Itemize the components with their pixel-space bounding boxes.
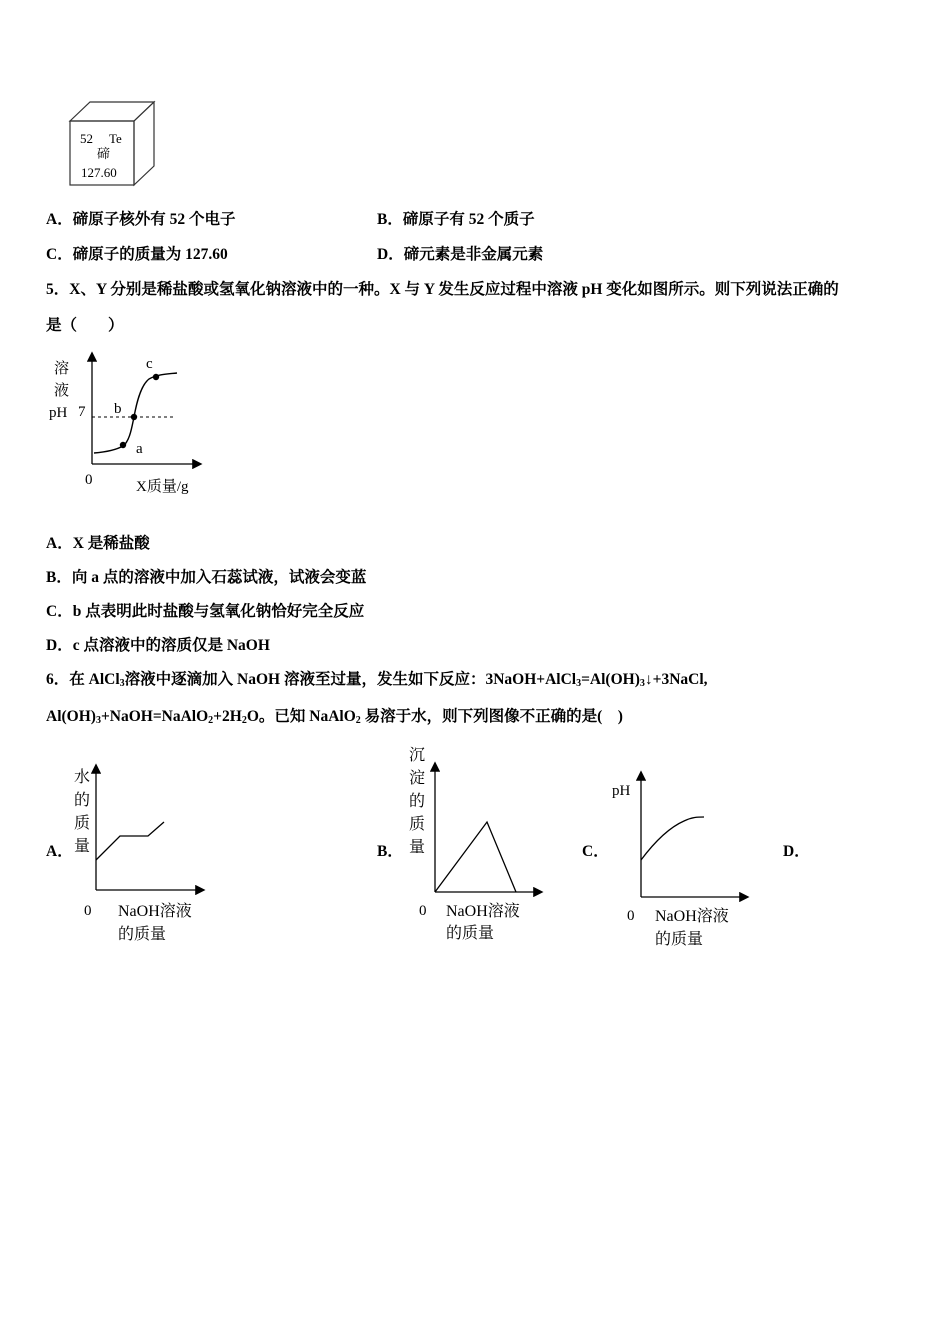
element-name: 碲 — [97, 146, 111, 161]
q6a-ylabel-3: 质 — [74, 815, 91, 832]
q5-option-a: A．X 是稀盐酸 — [46, 535, 150, 552]
q6-graph-c — [608, 764, 758, 954]
q5-point-a-label: a — [136, 441, 143, 457]
q5-option-c: C．b 点表明此时盐酸与氢氧化钠恰好完全反应 — [46, 603, 365, 620]
q6-l1-sub2: 3 — [576, 678, 582, 689]
q6-l2-sub4: 2 — [355, 715, 361, 726]
q5-option-d: D．c 点溶液中的溶质仅是 NaOH — [46, 637, 270, 654]
q6-stem-line2 — [46, 707, 623, 727]
q6-l2-sub3: 2 — [241, 715, 247, 726]
q6-l1-mid: 溶液中逐滴加入 NaOH 溶液至过量，发生如下反应：3NaOH+AlCl — [124, 671, 577, 688]
q6-l2-p1: Al(OH) — [46, 708, 96, 725]
q6a-xlabel-2: 的质量 — [118, 926, 167, 943]
q5-ph-graph — [44, 346, 214, 496]
q5-ylabel-2: 液 — [54, 383, 70, 399]
q6-l1-sub1: 3 — [119, 678, 125, 689]
q6b-ylabel-4: 质 — [409, 816, 426, 833]
q5-point-c-label: c — [146, 356, 153, 372]
q5-y-tick-7: 7 — [78, 404, 86, 420]
q6-l2-p5: 易溶于水，则下列图像不正确的是( ) — [360, 708, 623, 725]
q6b-ylabel-3: 的 — [409, 793, 426, 810]
q6-option-d-label: D． — [783, 843, 810, 860]
q6-graph-b — [400, 742, 550, 944]
q4-option-b: B．碲原子有 52 个质子 — [377, 211, 535, 228]
q5-ylabel-1: 溶 — [54, 361, 70, 377]
q6b-xlabel-2: 的质量 — [446, 925, 495, 942]
q6c-xlabel-2: 的质量 — [655, 931, 704, 948]
q6b-xlabel-1: NaOH溶液 — [446, 903, 520, 920]
q5-point-b-label: b — [114, 401, 122, 417]
q5-point-b-dot — [131, 414, 137, 420]
q6a-xlabel-1: NaOH溶液 — [118, 903, 192, 920]
q5-stem-line2: 是（ ） — [46, 317, 124, 334]
q5-point-a-dot — [120, 442, 126, 448]
q6-l1-prefix: 6．在 AlCl — [46, 671, 120, 688]
q6-l2-p3: +2H — [213, 708, 242, 725]
q5-xlabel: X质量/g — [136, 479, 189, 495]
q6-l2-p4: O。已知 NaAlO — [246, 708, 356, 725]
q6-l1-end: ↓+3NaCl, — [644, 671, 708, 688]
q6c-ylabel: pH — [612, 783, 631, 799]
q6-l1-sub3: 3 — [639, 678, 645, 689]
q6-l2-sub1: 3 — [95, 715, 101, 726]
element-symbol: Te — [109, 131, 122, 146]
q6b-ylabel-1: 沉 — [409, 747, 426, 764]
q6b-ylabel-5: 量 — [409, 839, 426, 856]
q6-option-b-label: B． — [377, 843, 403, 860]
q6b-curve — [435, 822, 516, 892]
q6a-origin: 0 — [84, 903, 92, 919]
q4-option-a: A．碲原子核外有 52 个电子 — [46, 211, 236, 228]
q6a-ylabel-1: 水 — [74, 769, 91, 786]
q6c-xlabel-1: NaOH溶液 — [655, 908, 729, 925]
q4-option-d: D．碲元素是非金属元素 — [377, 246, 544, 263]
q6a-curve — [96, 822, 164, 860]
q6-option-c-label: C． — [582, 843, 609, 860]
q6-l2-p2: +NaOH=NaAlO — [100, 708, 209, 725]
element-box — [66, 98, 160, 190]
q5-option-b: B．向 a 点的溶液中加入石蕊试液，试液会变蓝 — [46, 569, 367, 586]
q5-ylabel-3: pH — [49, 405, 68, 421]
q6-graph-a — [66, 760, 212, 950]
q6b-origin: 0 — [419, 903, 427, 919]
q6a-ylabel-2: 的 — [74, 792, 91, 809]
q6b-ylabel-2: 淀 — [409, 770, 426, 787]
q6-stem-line1 — [46, 670, 708, 690]
q4-option-c: C．碲原子的质量为 127.60 — [46, 246, 228, 263]
q6a-ylabel-4: 量 — [74, 838, 91, 855]
q6c-origin: 0 — [627, 908, 635, 924]
element-mass: 127.60 — [81, 165, 117, 180]
q6-l1-mid2: =Al(OH) — [581, 671, 640, 688]
q5-stem-line1: 5．X、Y 分别是稀盐酸或氢氧化钠溶液中的一种。X 与 Y 发生反应过程中溶液 pH 变化如图所示。则下列说法正确的 — [46, 281, 839, 298]
q6c-curve — [641, 817, 704, 860]
q5-origin: 0 — [85, 472, 93, 488]
q5-point-c-dot — [153, 374, 159, 380]
element-number: 52 — [80, 131, 93, 146]
q6-option-a-label: A． — [46, 843, 73, 860]
q6-l2-sub2: 2 — [208, 715, 214, 726]
